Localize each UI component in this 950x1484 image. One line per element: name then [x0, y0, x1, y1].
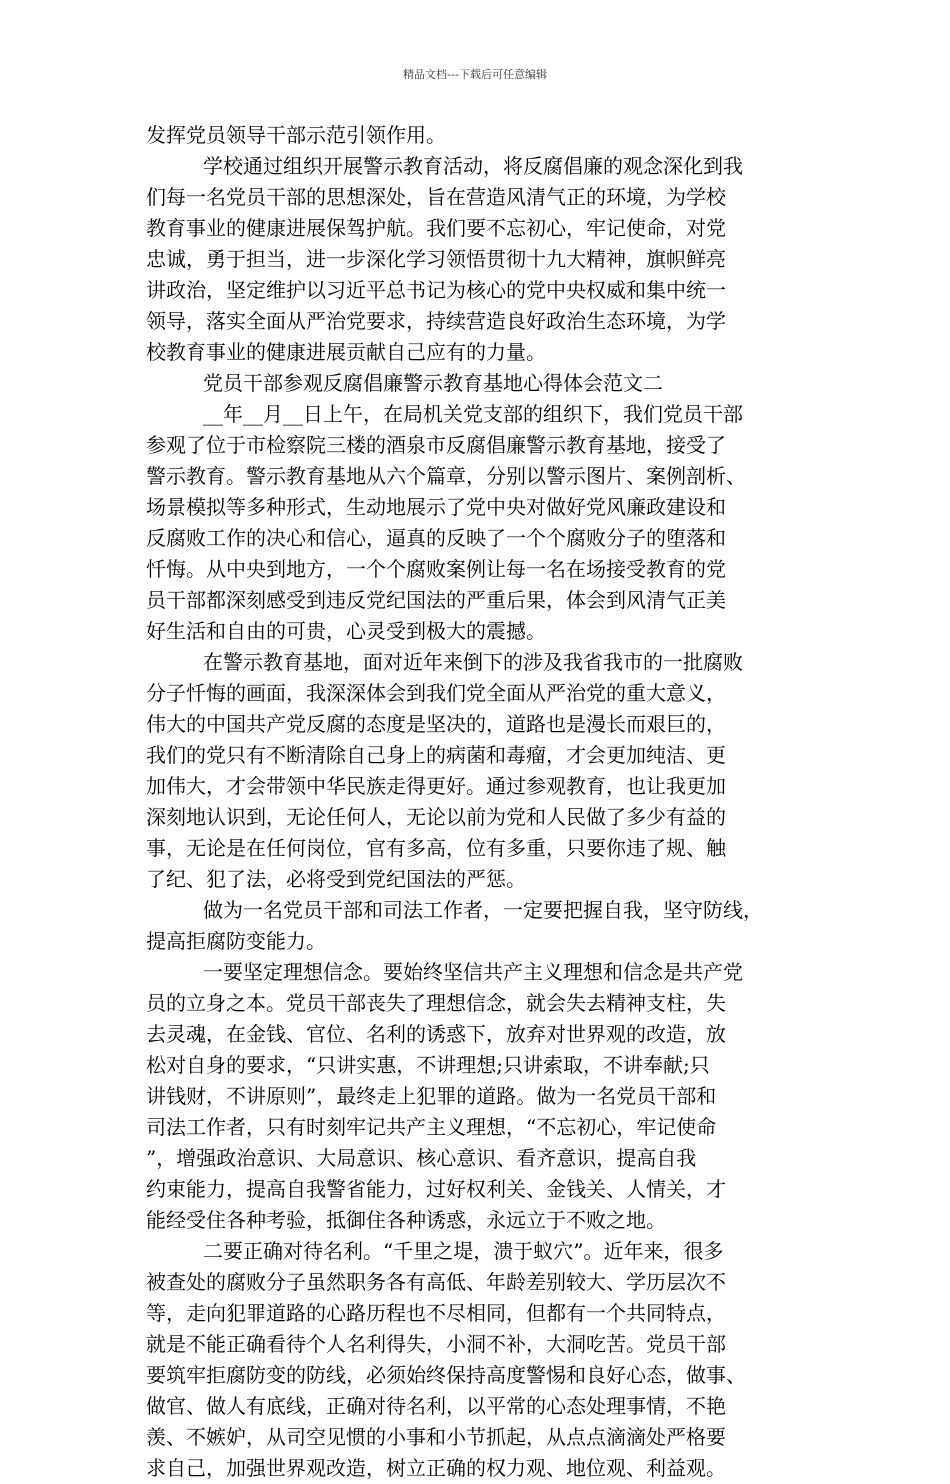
text-line: 我们的党只有不断清除自己身上的病菌和毒瘤，才会更加纯洁、更	[146, 743, 726, 767]
text-line: 被查处的腐败分子虽然职务各有高低、年龄差别较大、学历层次不	[146, 1270, 726, 1294]
text-line: 司法工作者，只有时刻牢记共产主义理想，“不忘初心，牢记使命	[146, 1115, 717, 1139]
text-line: 警示教育。警示教育基地从六个篇章，分别以警示图片、案例剖析、	[146, 464, 746, 488]
document-body	[146, 120, 806, 1484]
text-line: 做官、做人有底线，正确对待名利，以平常的心态处理事情，不艳	[146, 1394, 726, 1418]
text-line: 学校通过组织开展警示教育活动，将反腐倡廉的观念深化到我	[203, 154, 743, 178]
text-line: 分子忏悔的画面，我深深体会到我们党全面从严治党的重大意义，	[146, 681, 726, 705]
text-line: 参观了位于市检察院三楼的酒泉市反腐倡廉警示教育基地，接受了	[146, 433, 726, 457]
text-line: 在警示教育基地，面对近年来倒下的涉及我省我市的一批腐败	[203, 650, 743, 674]
text-line: 要筑牢拒腐防变的防线，必须始终保持高度警惕和良好心态，做事、	[146, 1363, 746, 1387]
text-line: 等，走向犯罪道路的心路历程也不尽相同，但都有一个共同特点，	[146, 1301, 726, 1325]
text-line: 提高拒腐防变能力。	[146, 929, 326, 953]
text-line: 伟大的中国共产党反腐的态度是坚决的，道路也是漫长而艰巨的，	[146, 712, 726, 736]
text-line: 就是不能正确看待个人名利得失，小洞不补，大洞吃苦。党员干部	[146, 1332, 726, 1356]
text-line: 了纪、犯了法，必将受到党纪国法的严惩。	[146, 867, 526, 891]
text-line: __年__月__日上午，在局机关党支部的组织下，我们党员干部	[203, 402, 743, 426]
text-line: 发挥党员领导干部示范引领作用。	[146, 123, 446, 147]
text-line: 好生活和自由的可贵，心灵受到极大的震撼。	[146, 619, 546, 643]
text-line: 松对自身的要求，“只讲实惠，不讲理想;只讲索取，不讲奉献;只	[146, 1053, 710, 1077]
text-line: 员干部都深刻感受到违反党纪国法的严重后果，体会到风清气正美	[146, 588, 726, 612]
text-line: 讲政治，坚定维护以习近平总书记为核心的党中央权威和集中统一	[146, 278, 726, 302]
text-line: 做为一名党员干部和司法工作者，一定要把握自我，坚守防线，	[203, 898, 763, 922]
text-line: 忏悔。从中央到地方，一个个腐败案例让每一名在场接受教育的党	[146, 557, 726, 581]
page-header: 精品文档---下载后可任意编辑	[403, 68, 547, 81]
text-line: 一要坚定理想信念。要始终坚信共产主义理想和信念是共产党	[203, 960, 743, 984]
text-line: 忠诚，勇于担当，进一步深化学习领悟贯彻十九大精神，旗帜鲜亮	[146, 247, 726, 271]
text-line: 去灵魂，在金钱、官位、名利的诱惑下，放弃对世界观的改造，放	[146, 1022, 726, 1046]
text-line: 场景模拟等多种形式，生动地展示了党中央对做好党风廉政建设和	[146, 495, 726, 519]
text-line: 加伟大，才会带领中华民族走得更好。通过参观教育，也让我更加	[146, 774, 726, 798]
text-line: 约束能力，提高自我警省能力，过好权利关、金钱关、人情关，才	[146, 1177, 726, 1201]
text-line: ”，增强政治意识、大局意识、核心意识、看齐意识，提高自我	[146, 1146, 697, 1170]
text-line: 校教育事业的健康进展贡献自己应有的力量。	[146, 340, 546, 364]
text-line: 讲钱财，不讲原则”，最终走上犯罪的道路。做为一名党员干部和	[146, 1084, 717, 1108]
text-line: 二要正确对待名利。“千里之堤，溃于蚁穴”。近年来，很多	[203, 1239, 724, 1263]
text-line: 反腐败工作的决心和信心，逼真的反映了一个个腐败分子的堕落和	[146, 526, 726, 550]
text-line: 教育事业的健康进展保驾护航。我们要不忘初心，牢记使命，对党	[146, 216, 726, 240]
text-line: 能经受住各种考验，抵御住各种诱惑，永远立于不败之地。	[146, 1208, 666, 1232]
text-line: 员的立身之本。党员干部丧失了理想信念，就会失去精神支柱，失	[146, 991, 726, 1015]
text-line: 求自己，加强世界观改造，树立正确的权力观、地位观、利益观。	[146, 1456, 726, 1480]
text-line: 羡、不嫉妒，从司空见惯的小事和小节抓起，从点点滴滴处严格要	[146, 1425, 726, 1449]
text-line: 党员干部参观反腐倡廉警示教育基地心得体会范文二	[203, 371, 663, 395]
text-line: 事，无论是在任何岗位，官有多高，位有多重，只要你违了规、触	[146, 836, 726, 860]
text-line: 们每一名党员干部的思想深处，旨在营造风清气正的环境，为学校	[146, 185, 726, 209]
text-line: 领导，落实全面从严治党要求，持续营造良好政治生态环境，为学	[146, 309, 726, 333]
text-line: 深刻地认识到，无论任何人，无论以前为党和人民做了多少有益的	[146, 805, 726, 829]
